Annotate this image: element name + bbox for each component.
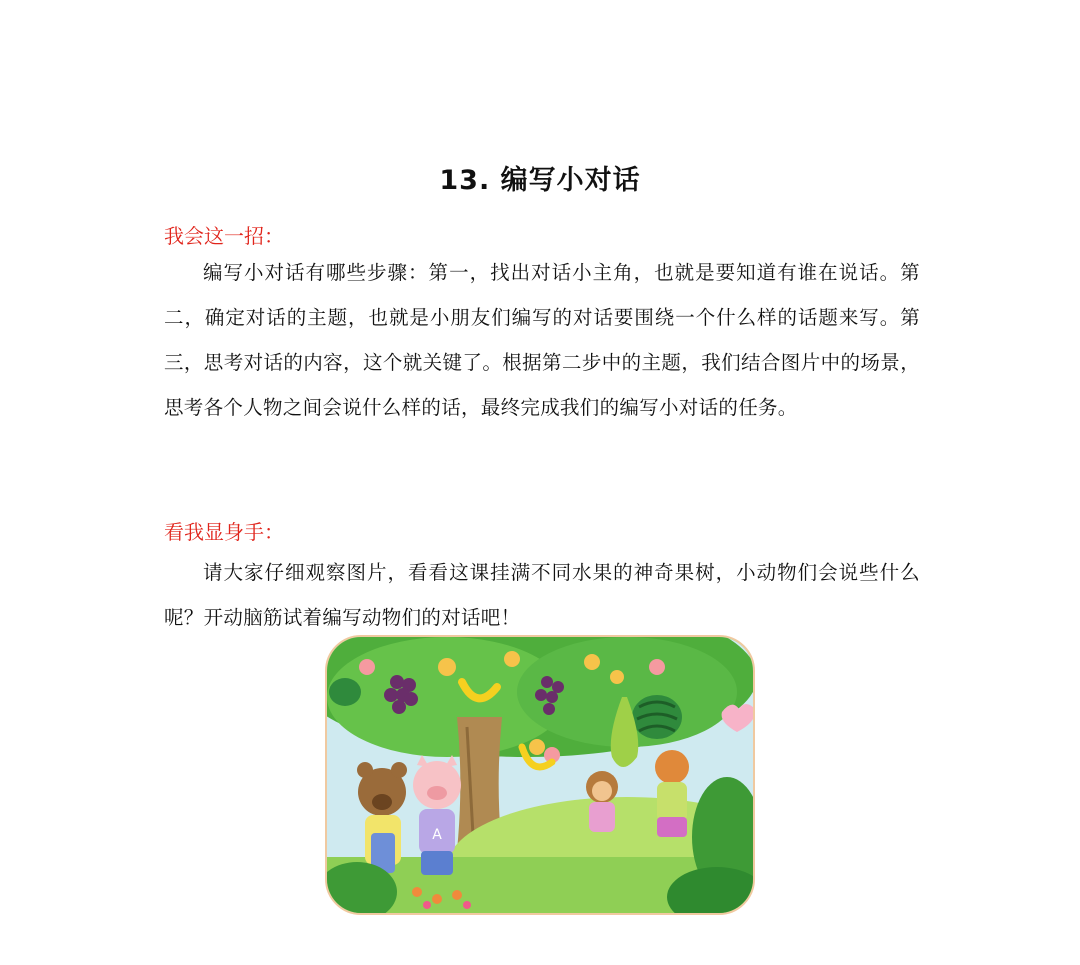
svg-text:A: A [432,827,442,843]
section-heading-skill: 我会这一招： [164,224,284,248]
page-title: 13. 编写小对话 [439,165,641,196]
fruit-tree-illustration [325,635,755,915]
section-heading-practice: 看我显身手： [164,520,284,544]
paragraph-skill: 编写小对话有哪些步骤：第一，找出对话小主角，也就是要知道有谁在说话。第二，确定对话的主题，也就是小朋友们编写的对话要围绕一个什么样的话题来写。第三，思考对话的内容，这个就关键了。根据第二步中的主题，我们结合图片中的场景，思考各个人物之间会说什么样的话，最终完成我们的编写小对话的任务。 [164,261,920,419]
paragraph-practice: 请大家仔细观察图片，看看这课挂满不同水果的神奇果树，小动物们会说些什么呢？开动脑筋试着编写动物们的对话吧！ [164,561,920,629]
